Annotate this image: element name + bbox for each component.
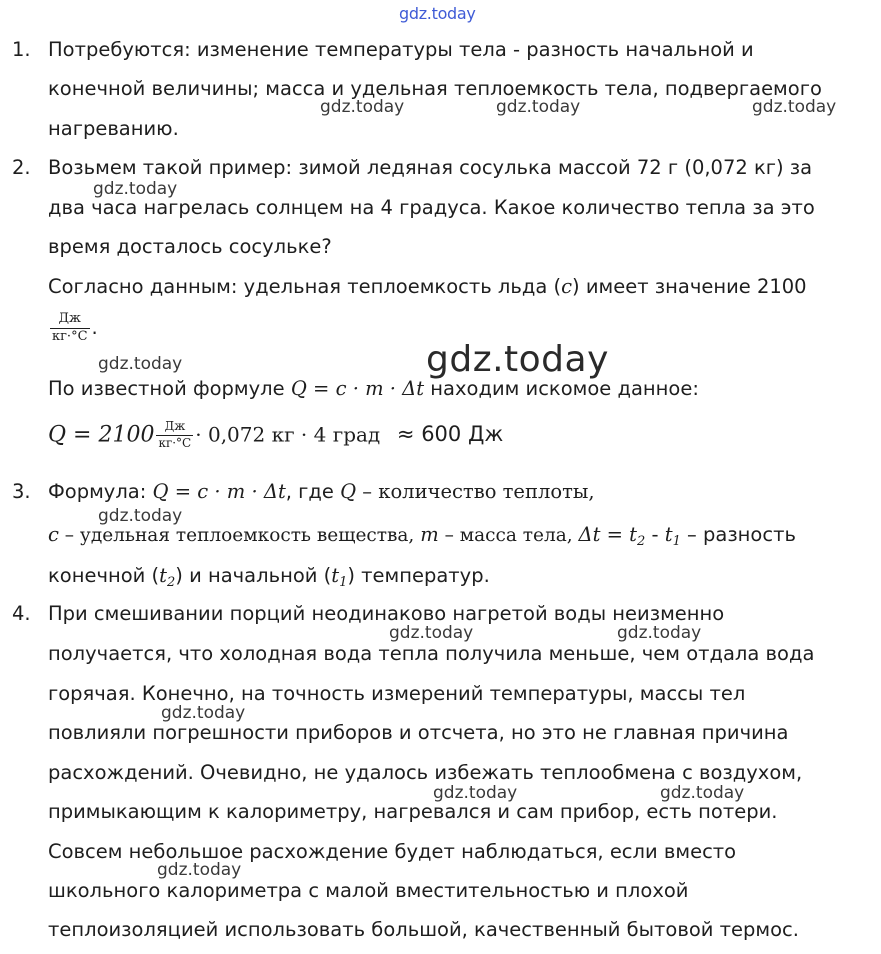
item-1-line-1: Потребуются: изменение температуры тела - разность начальной и <box>48 38 754 61</box>
fraction-numerator: Дж <box>156 420 193 436</box>
item-3-text-pre: Формула: <box>48 480 153 503</box>
fraction-numerator: Дж <box>50 312 90 329</box>
var-t2: t <box>159 564 167 587</box>
item-3-line-1 <box>48 482 595 502</box>
item-3-tail: – разность <box>680 523 796 546</box>
item-3-number: 3. <box>12 480 31 503</box>
item-2-given-line <box>48 277 807 297</box>
item-2-line-3: время досталось сосульке? <box>48 235 332 258</box>
fraction-denominator: кг·°С <box>52 328 88 344</box>
calc-lhs: Q = 2100 <box>48 422 155 448</box>
item-3-line-3 <box>48 566 490 589</box>
item-1-number: 1. <box>12 38 31 61</box>
var-c: c <box>48 523 59 546</box>
var-t1: t <box>664 523 673 546</box>
item-3-final-b: ) и начальной ( <box>175 564 332 587</box>
watermark: gdz.today <box>161 703 246 723</box>
calc-middle: · 0,072 кг · 4 град <box>195 422 381 447</box>
var-m: m <box>420 523 439 546</box>
item-2-unit-fraction <box>48 312 98 345</box>
calc-result: ≈ 600 Дж <box>396 422 504 447</box>
item-1-line-3: нагреванию. <box>48 117 179 140</box>
formula-q-cmdt: Q = c · m · Δt <box>290 377 425 400</box>
given-text-post: ) имеет значение 2100 <box>572 275 807 298</box>
item-4-line-1: При смешивании порций неодинаково нагретой воды неизменно <box>48 602 725 625</box>
item-3-final-c: ) температур. <box>347 564 490 587</box>
watermark: gdz.today <box>98 506 183 526</box>
watermark: gdz.today <box>660 783 745 803</box>
fraction-denominator: кг·°С <box>158 435 192 450</box>
watermark: gdz.today <box>320 97 405 117</box>
item-3-text-post: – количество теплоты, <box>356 480 595 503</box>
subscript-1: 1 <box>339 575 348 590</box>
item-2-formula-line <box>48 379 699 399</box>
given-variable-c: c <box>561 275 573 298</box>
given-text-pre: Согласно данным: удельная теплоемкость льда ( <box>48 275 562 298</box>
var-delta-t: Δt = t <box>578 523 637 546</box>
item-4-line-8: школьного калориметра с малой вместительностью и плохой <box>48 879 689 902</box>
calc-unit-fraction <box>156 420 193 451</box>
unit-fraction-j-per-kg-c <box>50 312 90 345</box>
item-3-line-2 <box>48 525 796 548</box>
item-4-line-3: горячая. Конечно, на точность измерений температуры, массы тел <box>48 682 746 705</box>
item-1-line-2: конечной величины; масса и удельная теплоемкость тела, подвергаемого <box>48 77 822 100</box>
subscript-2: 2 <box>166 575 176 590</box>
item-2-line-2: два часа нагрелась солнцем на 4 градуса. Какое количество тепла за это <box>48 196 815 219</box>
subscript-2: 2 <box>637 534 646 549</box>
subscript-1: 1 <box>672 534 681 549</box>
watermark-large: gdz.today <box>426 339 609 380</box>
watermark: gdz.today <box>496 97 581 117</box>
item-4-line-2: получается, что холодная вода тепла получила меньше, чем отдала вода <box>48 642 815 665</box>
item-4-line-5: расхождений. Очевидно, не удалось избежать теплообмена с воздухом, <box>48 761 803 784</box>
item-4-line-6: примыкающим к калориметру, нагревался и сам прибор, есть потери. <box>48 800 778 823</box>
item-4-number: 4. <box>12 602 31 625</box>
formula-text-pre: По известной формуле <box>48 377 291 400</box>
var-t1: t <box>331 564 340 587</box>
item-3-m-desc: – масса тела, <box>438 525 579 546</box>
watermark: gdz.today <box>617 623 702 643</box>
item-2-calculation <box>48 420 503 451</box>
item-3-var-q: Q <box>340 480 357 503</box>
item-2-line-1: Возьмем такой пример: зимой ледяная сосулька массой 72 г (0,072 кг) за <box>48 156 813 179</box>
formula-text-post: находим искомое данное: <box>424 377 699 400</box>
minus-sign: - <box>645 523 665 546</box>
item-3-text-mid: , где <box>285 480 341 503</box>
item-3-formula: Q = c · m · Δt <box>152 480 286 503</box>
item-2-number: 2. <box>12 156 31 179</box>
watermark: gdz.today <box>433 783 518 803</box>
item-4-line-4: повлияли погрешности приборов и отсчета, но это не главная причина <box>48 721 789 744</box>
watermark: gdz.today <box>389 623 474 643</box>
item-3-c-desc: – удельная теплоемкость вещества, <box>58 525 421 546</box>
watermark: gdz.today <box>98 354 183 374</box>
watermark: gdz.today <box>157 860 242 880</box>
item-3-final-a: конечной ( <box>48 564 160 587</box>
watermark-top: gdz.today <box>399 4 476 23</box>
item-4-line-9: теплоизоляцией использовать большой, качественный бытовой термос. <box>48 918 799 941</box>
watermark: gdz.today <box>93 179 178 199</box>
unit-dot: . <box>91 315 98 339</box>
watermark: gdz.today <box>752 97 837 117</box>
item-4-line-7: Совсем небольшое расхождение будет наблюдаться, если вместо <box>48 840 737 863</box>
